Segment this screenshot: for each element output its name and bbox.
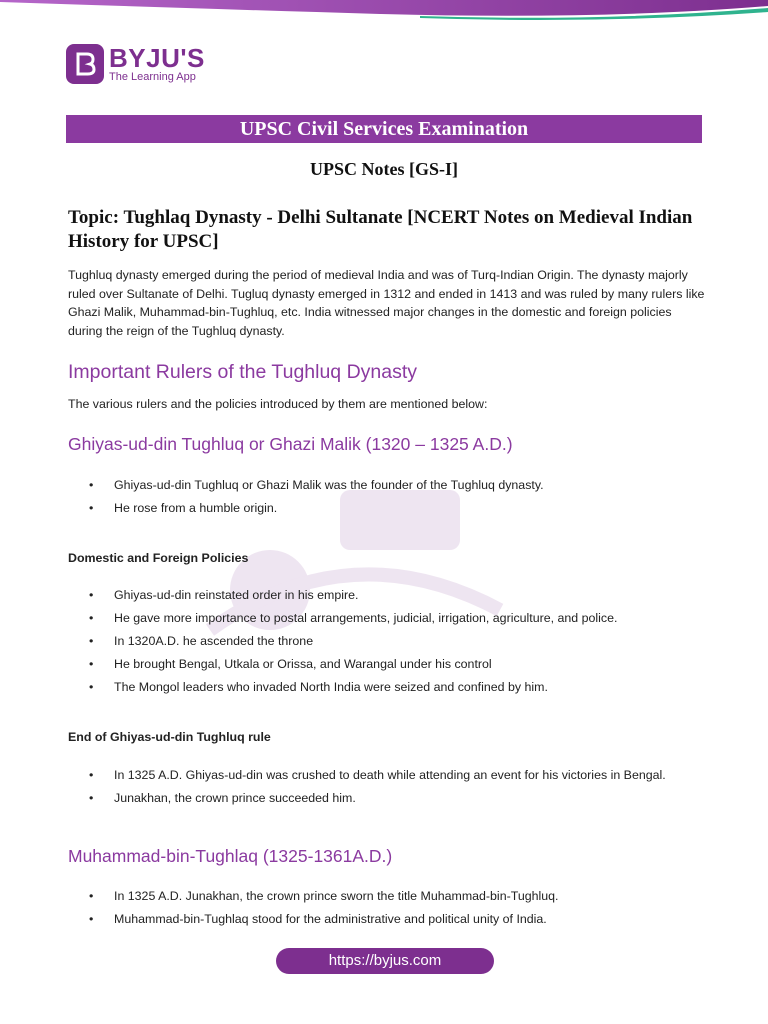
- end-rule-heading: End of Ghiyas-ud-din Tughluq rule: [68, 730, 271, 744]
- policies-list: [0, 587, 700, 702]
- rulers-heading: Important Rulers of the Tughluq Dynasty: [68, 361, 418, 383]
- exam-banner: UPSC Civil Services Examination: [66, 115, 702, 143]
- end-rule-list: [0, 767, 700, 813]
- muhammad-bullets: [0, 888, 700, 934]
- list-item: • Junakhan, the crown prince succeeded him.: [89, 791, 356, 805]
- list-item: • In 1325 A.D. Ghiyas-ud-din was crushed to death while attending an event for his victories in Bengal.: [89, 768, 666, 782]
- intro-paragraph: Tughluq dynasty emerged during the period of medieval India and was of Turq-Indian Origin. The dynasty majorly ruled over Sultanate of Delhi. Tugluq dynasty emerged in 1312 and ended in 1413 and was ruled by many rulers like Ghazi Malik, Muhammad-bin-Tughluq, etc. India witnessed major changes in the domestic and foreign policies during the reign of the Tughluq dynasty.: [68, 268, 705, 338]
- list-item: • He gave more importance to postal arrangements, judicial, irrigation, agriculture, and police.: [89, 611, 618, 625]
- list-item: • He rose from a humble origin.: [89, 501, 278, 515]
- notes-title: UPSC Notes [GS-I]: [310, 159, 458, 179]
- ghiyas-bullets: [0, 477, 700, 523]
- ghiyas-heading: Ghiyas-ud-din Tughluq or Ghazi Malik (1320 – 1325 A.D.): [68, 434, 513, 454]
- list-item: • In 1320A.D. he ascended the throne: [89, 634, 314, 648]
- list-item: • Ghiyas-ud-din Tughluq or Ghazi Malik was the founder of the Tughluq dynasty.: [89, 478, 544, 492]
- list-item: • Muhammad-bin-Tughlaq stood for the administrative and political unity of India.: [89, 912, 547, 926]
- policies-heading: Domestic and Foreign Policies: [68, 551, 249, 565]
- list-item: • In 1325 A.D. Junakhan, the crown prince sworn the title Muhammad-bin-Tughluq.: [89, 889, 559, 903]
- brand-name: BYJU'S: [109, 43, 205, 73]
- list-item: • The Mongol leaders who invaded North India were seized and confined by him.: [89, 680, 548, 694]
- top-decorative-band: [0, 0, 768, 20]
- muhammad-heading: Muhammad-bin-Tughlaq (1325-1361A.D.): [68, 846, 393, 866]
- website-link[interactable]: https://byjus.com: [276, 948, 494, 974]
- brand-tagline: The Learning App: [109, 71, 196, 83]
- list-item: • He brought Bengal, Utkala or Orissa, and Warangal under his control: [89, 657, 492, 671]
- byjus-logo-icon: [66, 44, 104, 84]
- list-item: • Ghiyas-ud-din reinstated order in his empire.: [89, 588, 359, 602]
- byjus-logo: [66, 44, 205, 84]
- rulers-intro: The various rulers and the policies introduced by them are mentioned below:: [68, 397, 488, 411]
- topic-title: Topic: Tughlaq Dynasty - Delhi Sultanate [NCERT Notes on Medieval Indian History for UPSC]: [68, 207, 693, 252]
